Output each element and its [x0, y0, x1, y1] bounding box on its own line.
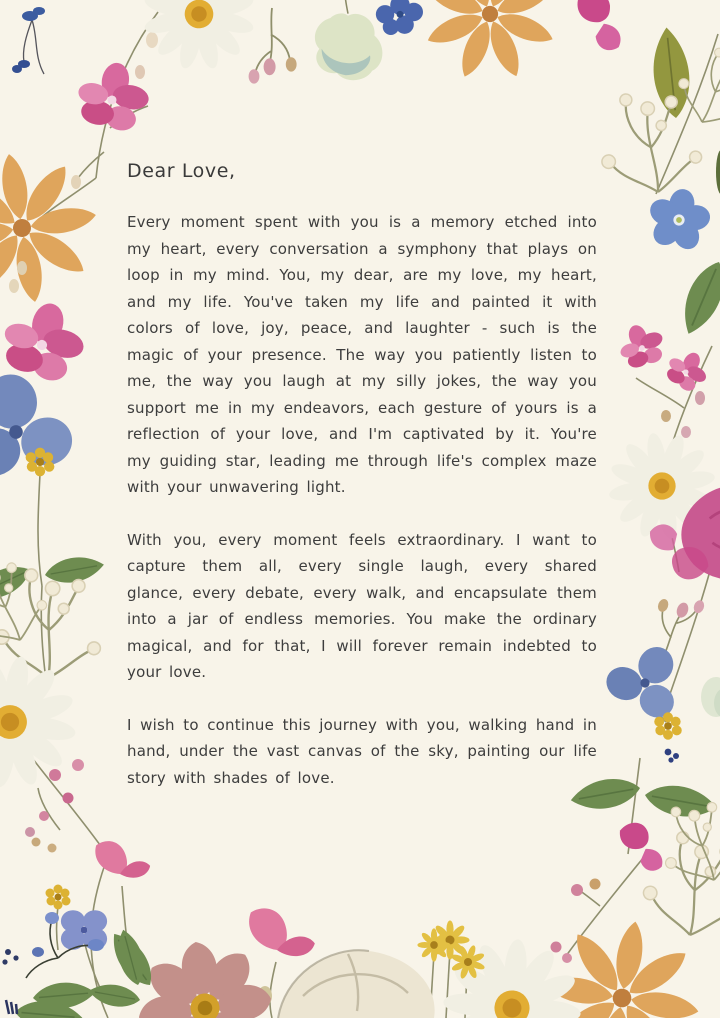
letter-greeting: Dear Love,	[127, 160, 236, 182]
white-daisy-left	[0, 645, 87, 799]
slate-blue-flower-left	[0, 363, 77, 486]
dark-sprig-left-low	[2, 949, 18, 965]
green-bud-bottom	[258, 986, 272, 1006]
blue-trio-right	[600, 632, 694, 723]
pink-blossom-top-left	[73, 57, 154, 134]
white-daisy-bottom	[437, 933, 586, 1018]
yellow-daisy-bottom-3	[417, 928, 450, 961]
green-leaf-left-mid-1	[0, 559, 35, 608]
cream-rose-bottom	[277, 950, 435, 1018]
buds-branch-right	[641, 587, 706, 667]
white-daisy-top	[130, 0, 267, 83]
orange-cosmos-bottom	[532, 908, 712, 1018]
yellow-cluster-right	[654, 712, 682, 740]
green-leaf-bottom-left-1	[104, 927, 161, 993]
babys-breath-bottom-right-2	[652, 793, 720, 891]
yellow-daisy-bottom-2	[446, 940, 491, 985]
green-leaf-corner-1	[32, 980, 96, 1011]
pink-blossom-left	[0, 294, 92, 387]
letter-paragraph-2: With you, every moment feels extraordinary. I want to capture them all, every single laugh, every shared glance, every debate, every walk, and encapsulate them into a jar of endless memories. You make the ordinary magical, and for that, I will forever remain indebted to your love.	[127, 530, 597, 681]
pink-bloom-right-2	[661, 344, 714, 396]
magenta-bloom-right	[681, 485, 720, 580]
dark-mark-corner	[6, 1000, 17, 1014]
pink-sweetpea-left	[93, 832, 152, 887]
babys-breath-top-right-2	[668, 39, 720, 138]
pink-buds-branch-left	[25, 759, 84, 853]
babys-breath-bottom-right	[638, 827, 720, 943]
green-leaf-right-low-2	[642, 780, 719, 822]
periwinkle-left	[61, 910, 107, 950]
pink-sweetpea-bottom	[247, 900, 317, 963]
green-leaf-corner-3	[14, 998, 84, 1018]
yellow-buttercup-left-low	[46, 885, 71, 910]
green-leaf-corner-2	[112, 927, 149, 988]
pink-flower-right-low	[616, 817, 667, 878]
pale-bloom-right	[701, 677, 720, 718]
buds-right	[661, 391, 705, 438]
rose-petal-right	[644, 514, 713, 587]
orange-cosmos-top	[402, 0, 578, 102]
cream-buds-left	[9, 261, 27, 293]
letter-paragraph-1: Every moment spent with you is a memory etched into my heart, every conversation a symphony that plays on loop in my mind. You, my dear, are my love, my heart, and my life. You've taken my life and painted it with colors of love, joy, peace, and laughter - such is the magic of your presence. The way you patiently listen to me, the way you laugh at my silly jokes, the way you support me in my endeavors, each gesture of yours is a reflection of your love, and I'm captivated by it. You're my guiding star, leading me through life's complex maze with your unwavering light.	[127, 213, 597, 496]
blue-cluster-top	[376, 0, 423, 35]
love-letter	[127, 160, 597, 817]
babys-breath-top-right	[596, 88, 704, 197]
olive-leaf-top-right	[649, 26, 694, 120]
green-leaf-left-mid-2	[43, 553, 106, 587]
dusty-cosmos-bottom-left	[130, 933, 281, 1018]
dark-blue-floret-right	[665, 749, 679, 763]
pink-buds-top	[249, 8, 297, 84]
blue-berries-corner	[26, 912, 104, 978]
buds-bottom-right	[551, 879, 601, 964]
leaf-sliver-right-edge	[716, 150, 720, 194]
white-daisy-right	[600, 424, 720, 548]
letter-paragraph-3: I wish to continue this journey with you, walking hand in hand, under the vast canvas of the sky, painting our life story with shades of love.	[127, 715, 597, 787]
pink-bloom-right-1	[613, 318, 669, 373]
yellow-daisy-bottom-1	[431, 921, 470, 960]
blue-forget-me-not-right	[640, 183, 717, 258]
pale-pansy-top	[315, 0, 382, 80]
babys-breath-left	[0, 566, 107, 682]
blue-sprig-top-left	[12, 7, 45, 74]
orange-cosmos-left	[0, 141, 109, 315]
green-leaf-right	[674, 256, 720, 340]
babys-breath-left-2	[0, 552, 55, 655]
pink-petal-top-right	[574, 0, 625, 56]
green-leaf-bottom-left-2	[87, 981, 142, 1011]
yellow-buttercup-left	[26, 448, 55, 477]
